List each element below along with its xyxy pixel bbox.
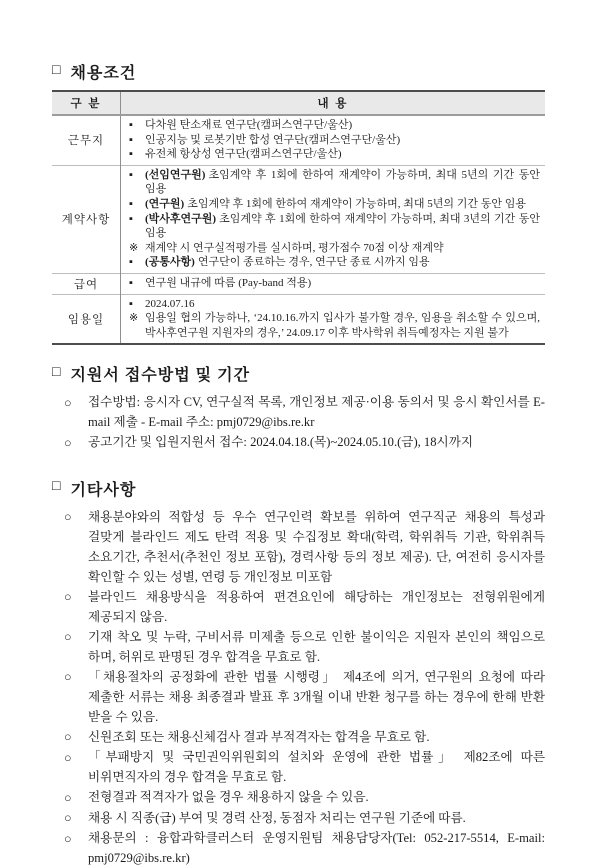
row-label: 근무지 (52, 115, 121, 165)
item-text: 기재 착오 및 누락, 구비서류 미제출 등으로 인한 불이익은 지원자 본인의 책임으로 하며, 허위로 판명된 경우 합격을 무효로 함. (88, 629, 545, 664)
square-bullet-icon: ▪ (129, 119, 133, 131)
table-line (126, 241, 540, 256)
list-item (64, 727, 545, 748)
row-content (121, 115, 546, 165)
table-line (126, 197, 540, 212)
square-bullet-icon: ▪ (129, 148, 133, 161)
circle-bullet-icon: ○ (64, 510, 72, 525)
square-bullet-icon: ▪ (129, 297, 133, 310)
line-text: 연구원 내규에 따름 (Pay-band 적용) (145, 276, 312, 289)
item-text: 「부패방지 및 국민권익위원회의 설치와 운영에 관한 법률」 제82조에 따른 비위면직자의 경우 합격을 무효로 함. (88, 750, 545, 785)
list-item (64, 787, 545, 808)
table-line (126, 297, 540, 312)
row-content (121, 273, 546, 294)
circle-bullet-icon: ○ (64, 395, 72, 410)
row-content (121, 165, 546, 273)
line-text (145, 197, 540, 212)
table-line (126, 147, 540, 162)
reference-mark-icon: ※ (129, 312, 139, 325)
square-bullet-icon: ▪ (129, 256, 133, 269)
item-text: 「채용절차의 공정화에 관한 법률 시행령」 제4조에 의거, 연구원의 요청에 따라 제출한 서류는 채용 최종결과 발표 후 3개월 이내 반환 청구를 하는 경우에 한해 반환 받을 수 있음. (88, 669, 545, 724)
table-line (126, 311, 540, 340)
section-title-text: 기타사항 (70, 481, 137, 499)
line-text-rest: 연구단이 종료하는 경우, 연구단 종료 시까지 임용 (197, 256, 430, 269)
table-line (126, 276, 540, 291)
table-line (126, 118, 540, 133)
item-text: 접수방법: 응시자 CV, 연구실적 목록, 개인정보 제공·이용 동의서 및 응시 확인서를 E-mail 제출 - E-mail 주소: pmj0729@ibs.re.kr (88, 395, 545, 430)
square-bullet-icon: ▪ (129, 197, 133, 210)
circle-bullet-icon: ○ (64, 831, 72, 846)
line-text (145, 255, 540, 270)
section-misc (52, 477, 545, 868)
circle-bullet-icon: ○ (64, 670, 72, 685)
square-marker-icon: □ (52, 479, 62, 495)
table-header-row (52, 91, 545, 115)
list-item (64, 747, 545, 787)
line-text: 임용일 협의 가능하나, ‘24.10.16.까지 입사가 불가할 경우, 임용을 취소할 수 있으며, 박사후연구원 지원자의 경우,’ 24.09.17 이후 박사학위 취득예정자는 지원 불가 (145, 312, 540, 339)
line-text-rest: 초임계약 후 1회에 한하여 재계약이 가능하며, 최대 5년의 기간 동안 임용 (187, 197, 526, 210)
line-text-rest: 초임계약 후 1회에 한하여 재계약이 가능하며, 최대 3년의 기간 동안 임용 (145, 212, 540, 240)
square-marker-icon: □ (52, 62, 62, 78)
square-marker-icon: □ (52, 364, 62, 380)
item-text: 전형결과 적격자가 없을 경우 채용하지 않을 수 있음. (88, 790, 369, 805)
list-item (64, 667, 545, 727)
line-text: 2024.07.16 (145, 297, 195, 310)
list-item (64, 808, 545, 829)
circle-bullet-icon: ○ (64, 811, 72, 826)
circle-bullet-icon: ○ (64, 790, 72, 805)
line-text: 재계약 시 연구실적평가를 실시하며, 평가점수 70점 이상 재계약 (145, 241, 444, 254)
table-row-workplace (52, 115, 545, 165)
item-text: 공고기간 및 입원지원서 접수: 2024.04.18.(목)~2024.05.10.(금), 18시까지 (88, 435, 474, 450)
square-bullet-icon: ▪ (129, 168, 133, 181)
square-bullet-icon: ▪ (129, 212, 133, 225)
item-text: 채용분야와의 적합성 등 우수 연구인력 확보를 위하여 연구직군 채용의 특성과 걸맞게 블라인드 제도 탄력 적용 및 수집정보 확대(학력, 학위취득 기관, 학위취득 소요기간, 추천서(추천인 정보 포함), 경력사항 등의 정보 제공). 단, 여전히 응시자를 확인할 수 있는 성별, 연령 등 개인정보 미포함 (88, 509, 545, 584)
row-label: 급여 (52, 273, 121, 294)
table-row-appointment-date (52, 294, 545, 344)
list-item (64, 587, 545, 627)
role-name-bold: (선임연구원) (145, 168, 206, 181)
section-application-method (52, 362, 545, 453)
table-line (126, 255, 540, 270)
circle-bullet-icon: ○ (64, 730, 72, 745)
circle-bullet-icon: ○ (64, 630, 72, 645)
circle-bullet-icon: ○ (64, 590, 72, 605)
table-row-salary (52, 273, 545, 294)
table-line (126, 133, 540, 148)
circle-bullet-icon: ○ (64, 435, 72, 450)
role-name-bold: (공통사항) (145, 256, 195, 269)
row-label: 임용일 (52, 294, 121, 344)
item-text: 채용문의 : 융합과학클러스터 운영지원팀 채용담당자(Tel: 052-217-5514, E-mail: pmj0729@ibs.re.kr) (88, 831, 545, 866)
item-text: 신원조회 또는 채용신체검사 결과 부적격자는 합격을 무효로 함. (88, 729, 430, 744)
list-item (64, 392, 545, 432)
section-title-misc (52, 477, 545, 500)
list-item (64, 828, 545, 868)
list-item (64, 432, 545, 453)
table-line (126, 168, 540, 197)
row-label: 계약사항 (52, 165, 121, 273)
circle-bullet-icon: ○ (64, 750, 72, 765)
line-text: 유전체 항상성 연구단(캠퍼스연구단/울산) (145, 148, 342, 161)
list-item (64, 507, 545, 587)
item-text: 블라인드 채용방식을 적용하여 편견요인에 해당하는 개인정보는 전형위원에게 제공되지 않음. (88, 589, 545, 624)
line-text (145, 212, 540, 241)
line-text-rest: 초임계약 후 1회에 한하여 재계약이 가능하며, 최대 5년의 기간 동안 임용 (145, 168, 540, 196)
section-title-conditions (52, 60, 545, 83)
role-name-bold: (연구원) (145, 197, 185, 210)
square-bullet-icon: ▪ (129, 276, 133, 289)
section-title-application (52, 362, 545, 385)
table-row-contract (52, 165, 545, 273)
line-text: 다차원 탄소재료 연구단(캠퍼스연구단/울산) (145, 119, 353, 131)
table-header-content: 내 용 (121, 91, 546, 115)
reference-mark-icon: ※ (129, 241, 139, 254)
table-header-category: 구 분 (52, 91, 121, 115)
line-text (145, 168, 540, 197)
table-line (126, 212, 540, 241)
section-recruitment-conditions (52, 60, 545, 345)
conditions-table (52, 90, 545, 345)
section-title-text: 지원서 접수방법 및 기간 (70, 367, 251, 385)
row-content (121, 294, 546, 344)
item-text: 채용 시 직종(급) 부여 및 경력 산정, 동점자 처리는 연구원 기준에 따름. (88, 810, 466, 825)
list-item (64, 627, 545, 667)
line-text: 인공지능 및 로봇기반 합성 연구단(캠퍼스연구단/울산) (145, 133, 401, 146)
section-title-text: 채용조건 (70, 65, 137, 82)
square-bullet-icon: ▪ (129, 133, 133, 146)
role-name-bold: (박사후연구원) (145, 212, 217, 225)
